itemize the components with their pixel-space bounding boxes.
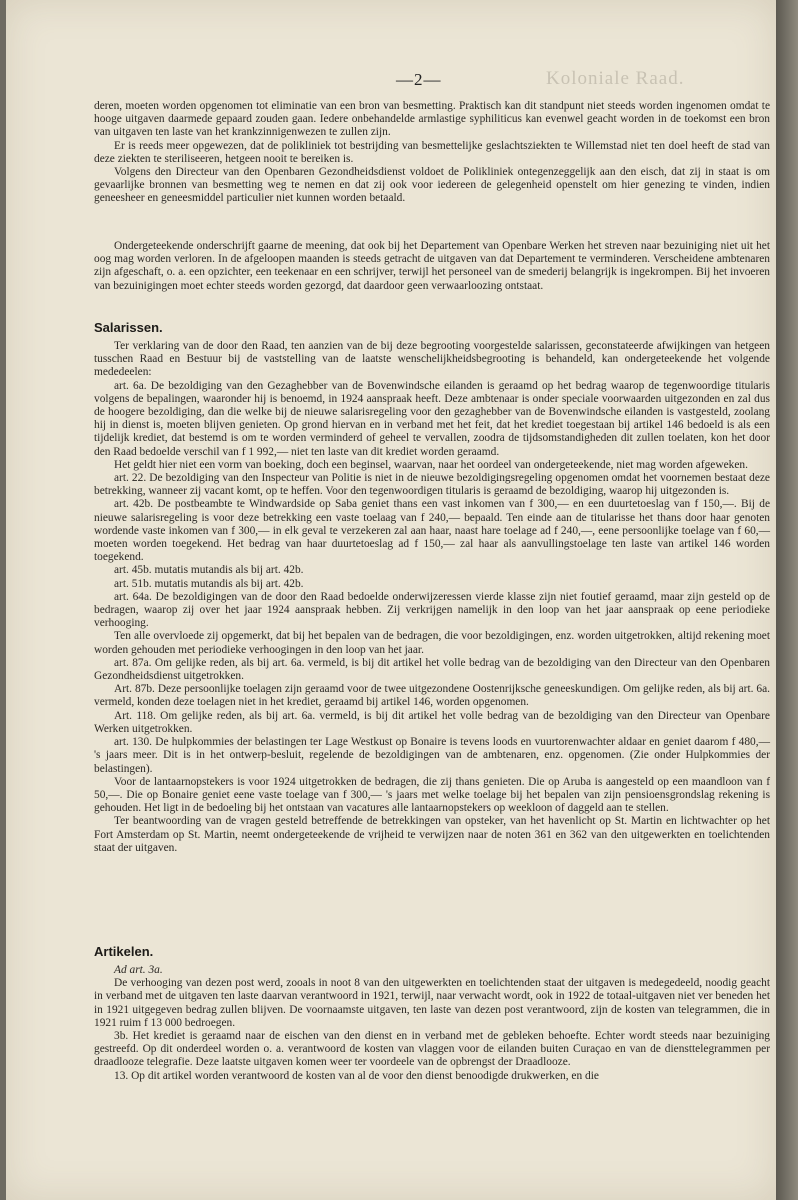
intro-section: [94, 100, 770, 206]
intro-paragraph-1: deren, moeten worden opgenomen tot eliminatie van een bron van besmetting. Praktisch kan dit standpunt niet steeds worden ingenomen omdat te hooge uitgaven daarmede gepaard zouden gaan. Iedere onbehandelde armlastige syphiliticus kan evenwel geacht worden in de toekomst een bron van uitgaven ten laste van het krankzinnigenwezen te zullen zijn.: [94, 100, 770, 139]
document-page: [6, 0, 776, 1200]
artikelen-section: [94, 964, 770, 1083]
artikelen-paragraph: De verhooging van dezen post werd, zooals in noot 8 van den uitgewerkten en toelichtenden staat der uitgaven is medegedeeld, noodig geacht in verband met de uitgaven ten laste daarvan verantwoord in 1921, terwijl, naar verwacht wordt, ook in 1922 de totaal-uitgaven niet ver beneden het in 1921 uitgegeven bedrag zullen blijven. De voornaamste uitgaven, ten laste van dezen post verantwoord, zijn de kosten van telegrammen, die in 1921 ruim f 13 000 bedroegen.: [94, 977, 770, 1029]
salarissen-paragraph: Art. 87b. Deze persoonlijke toelagen zijn geraamd voor de twee uitgezondene Oostenrijksche geneeskundigen. Om gelijke reden, als bij art. 6a. vermeld, konden deze toelagen niet in het krediet, geraamd bij artikel 146, worden opgenomen.: [94, 683, 770, 709]
artikelen-paragraph: 3b. Het krediet is geraamd naar de eischen van den dienst en in verband met de gebleken behoefte. Echter wordt steeds naar bezuiniging gestreefd. Op dit onderdeel worden o. a. verantwoord de kosten van vlaggen voor de eilanden buiten Curaçao en van de diensttelegrammen per draadlooze telegrafie. Deze laatste uitgaven komen weer ter voordeele van de opbrengst der Draadlooze.: [94, 1030, 770, 1069]
public-works-section: [94, 240, 770, 293]
artikelen-paragraph: 13. Op dit artikel worden verantwoord de kosten van al de voor den dienst benoodigde drukwerken, en die: [114, 1069, 599, 1082]
salarissen-paragraph: Ter verklaring van de door den Raad, ten aanzien van de bij deze begrooting voorgestelde salarissen, geconstateerde afwijkingen van hetgeen tusschen Raad en Bestuur bij de vaststelling van de laatste wenschelijkheidsbegrooting is behandeld, kan ondergeteekende het volgende mededeelen:: [94, 340, 770, 379]
salarissen-paragraph: art. 6a. De bezoldiging van den Gezaghebber van de Bovenwindsche eilanden is geraamd op het bedrag waarop de tegenwoordige titularis volgens de bepalingen, waaronder hij is benoemd, in 1924 aanspraak heeft. Deze ambtenaar is onder speciale voorwaarden uitgezonden en zal dus de hoogere bezoldiging, dan die welke bij de nieuwe salarisregeling voor den gezaghebber van de Bovenwindsche eilanden is vastgesteld, zoolang hij in dienst is, moeten blijven genieten. Op grond hiervan en in verband met het feit, dat het krediet toegestaan bij artikel 146 bedoeld is als een tijdelijk krediet, dat bestemd is om te worden verminderd of geheel te vervallen, zoodra de tijdsomstandigheden dit zullen toelaten, kon het door den Raad bedoelde verschil van f 1 992,— niet ten laste van dit krediet worden geraamd.: [94, 379, 770, 458]
artikelen-heading: Artikelen.: [94, 944, 154, 959]
running-head: Koloniale Raad.: [546, 68, 685, 89]
intro-paragraph-3: Volgens den Directeur van den Openbaren Gezondheidsdienst voldoet de Polikliniek ontegenzeggelijk aan den eisch, dat zij in staat is om gevaarlijke bronnen van besmetting weg te nemen en dat zij ook voor iedereen de gelegenheid openstelt om hier genezing te vinden, indien geneesheer en geneesmiddel particulier niet kunnen worden betaald.: [94, 166, 770, 205]
salarissen-paragraph: Het geldt hier niet een vorm van boeking, doch een beginsel, waarvan, naar het oordeel van ondergeteekende, niet mag worden afgeweken.: [114, 458, 748, 471]
salarissen-paragraph: art. 45b. mutatis mutandis als bij art. 42b.: [114, 564, 304, 577]
salarissen-paragraph: art. 64a. De bezoldigingen van de door den Raad bedoelde onderwijzeressen vierde klasse zijn niet foutief geraamd, maar zijn gesteld op de bedragen, waarop zij over het jaar 1924 aanspraak hebben. Zij verkrijgen namelijk in den loop van het jaar aanspraak op eene periodieke verhooging.: [94, 590, 770, 630]
artikelen-subheading: Ad art. 3a.: [114, 964, 163, 976]
salarissen-heading: Salarissen.: [94, 320, 163, 335]
salarissen-paragraph: art. 22. De bezoldiging van den Inspecteur van Politie is niet in de nieuwe bezoldigingsregeling opgenomen omdat het voornemen bestaat deze betrekking, wanneer zij vacant komt, op te heffen. Voor den tegenwoordigen titularis is geraamd de bezoldiging, waarop hij uitgezonden is.: [94, 472, 770, 498]
salarissen-paragraph: art. 51b. mutatis mutandis als bij art. 42b.: [114, 577, 304, 590]
salarissen-paragraph: art. 87a. Om gelijke reden, als bij art. 6a. vermeld, is bij dit artikel het volle bedrag van de bezoldiging van den Directeur van den Openbaren Gezondheidsdienst uitgetrokken.: [94, 656, 770, 683]
salarissen-paragraph: art. 42b. De postbeambte te Windwardside op Saba geniet thans een vast inkomen van f 300,— en een duurtetoeslag van f 150,—. Bij de nieuwe salarisregeling is voor deze betrekking een vaste toelaag van f 240,— bepaald. Ten einde aan de titularisse het thans door haar genoten wordende vaste inkomen van f 300,— in elk geval te verzekeren zal aan haar, naast hare toelage ad f 240,—, eene persoonlijke toelage van f 60,— moeten worden toegekend. Het bedrag van haar duurtetoeslag ad f 150,— zal haar als aanvullingstoelage ten laste van artikel 146 worden toegekend.: [94, 498, 770, 564]
salarissen-section: [94, 340, 770, 855]
salarissen-paragraph: Art. 118. Om gelijke reden, als bij art. 6a. vermeld, is bij dit artikel het volle bedrag van de bezoldiging van den Directeur van Openbare Werken uitgetrokken.: [94, 709, 770, 735]
salarissen-paragraph: art. 130. De hulpkommies der belastingen ter Lage Westkust op Bonaire is tevens loods en vuurtorenwachter aldaar en geniet daarom f 480,— 's jaars meer. Dit is in het ontwerp-besluit, regelende de bezoldigingen van de ambtenaren, enz. opgenomen. (Zie onder Hulpkommies der belastingen).: [94, 736, 770, 775]
salarissen-paragraph: Ter beantwoording van de vragen gesteld betreffende de betrekkingen van opsteker, van het havenlicht op St. Martin en lichtwachter op het Fort Amsterdam op St. Martin, neemt ondergeteekende de vrijheid te verwijzen naar de noten 361 en 362 van den uitgewerkten en toelichtenden staat der uitgaven.: [94, 815, 770, 854]
page-number: —2—: [396, 70, 442, 89]
salarissen-paragraph: Voor de lantaarnopstekers is voor 1924 uitgetrokken de bedragen, die zij thans genieten. Die op Aruba is aangesteld op een maandloon van f 50,—. Die op Bonaire geniet eene vaste toelage van f 300,— 's jaars met welke toelage bij het bepalen van zijn pensioensgrondslag rekening is gehouden. Het ligt in de bedoeling bij het ontstaan van vacatures alle lantaarnopstekers op weekloon of daggeld aan te stellen.: [94, 775, 770, 815]
salarissen-paragraph: Ten alle overvloede zij opgemerkt, dat bij het bepalen van de bedragen, die voor bezoldigingen, enz. worden uitgetrokken, altijd rekening moet worden gehouden met periodieke verhoogingen in den loop van het jaar.: [94, 630, 770, 656]
page-binding-edge: [776, 0, 798, 1200]
intro-paragraph-2: Er is reeds meer opgewezen, dat de polikliniek tot bestrijding van besmettelijke geslachtsziekten te Willemstad niet ten doel heeft de stad van deze ziekten te steriliseeren, hetgeen nooit te bereiken is.: [94, 139, 770, 165]
public-works-paragraph: Ondergeteekende onderschrijft gaarne de meening, dat ook bij het Departement van Openbare Werken het streven naar bezuiniging niet uit het oog mag worden verloren. In de afgeloopen maanden is steeds getracht de uitgaven van dat Departement te verminderen. Verscheidene ambtenaren zijn afgeschaft, o. a. een opzichter, een teekenaar en een schrijver, terwijl het personeel van de smederij belangrijk is ingekrompen. Bij het invoeren van bezuinigingen moet echter steeds worden gezorgd, dat daardoor geen verwaarloozing ontstaat.: [94, 240, 770, 292]
